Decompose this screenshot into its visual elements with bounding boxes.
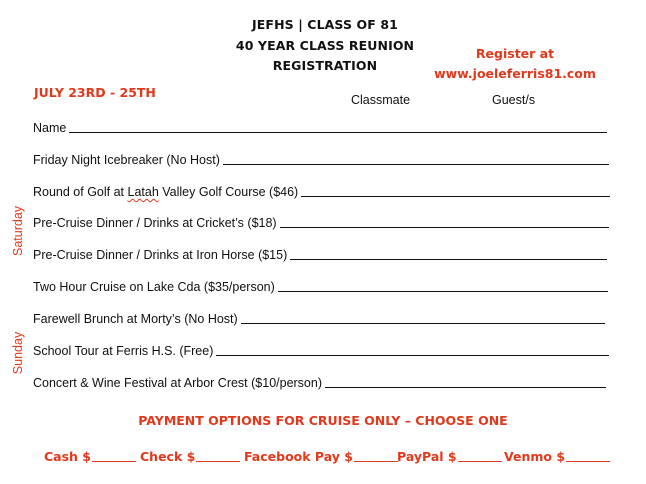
payment-option-venmo [504, 449, 610, 464]
row-label: Two Hour Cruise on Lake Cda ($35/person) [33, 280, 275, 294]
payment-option-cash [44, 449, 136, 464]
iron-horse-dinner-input-line[interactable] [290, 259, 607, 260]
farewell-brunch-input-line[interactable] [241, 323, 605, 324]
paypal-amount-line[interactable] [458, 461, 502, 462]
form-row-icebreaker [33, 149, 609, 167]
header-line-reunion: 40 YEAR CLASS REUNION [235, 38, 415, 53]
form-row-iron-horse-dinner [33, 244, 607, 262]
payment-option-check [140, 449, 240, 464]
payment-option-facebook-pay [244, 449, 398, 464]
header-line-class: JEFHS | CLASS OF 81 [252, 17, 398, 32]
golf-input-line[interactable] [301, 196, 610, 197]
payment-option-label: PayPal $ [397, 449, 457, 464]
register-label: Register at [475, 46, 555, 61]
row-label: Pre-Cruise Dinner / Drinks at Iron Horse ($15) [33, 248, 288, 262]
name-input-line[interactable] [69, 132, 607, 133]
cash-amount-line[interactable] [92, 461, 136, 462]
form-row-golf [33, 181, 610, 199]
payment-option-label: Check $ [140, 449, 196, 464]
payment-option-label: Facebook Pay $ [244, 449, 353, 464]
register-url-link[interactable]: www.joeleferris81.com [434, 66, 596, 81]
row-label-part: Round of Golf at [33, 185, 128, 199]
row-label: Pre-Cruise Dinner / Drinks at Cricket’s ($18) [33, 216, 277, 230]
venmo-amount-line[interactable] [566, 461, 610, 462]
column-header-classmate: Classmate [351, 93, 411, 107]
school-tour-input-line[interactable] [216, 355, 609, 356]
crickets-dinner-input-line[interactable] [280, 227, 609, 228]
form-row-cruise [33, 276, 608, 294]
side-label-saturday: Saturday [11, 205, 25, 257]
spellcheck-flagged-word: Latah [127, 185, 159, 199]
form-row-concert [33, 372, 606, 390]
form-row-school-tour [33, 340, 609, 358]
row-label-part: Valley Golf Course ($46) [158, 185, 299, 199]
payment-option-paypal [397, 449, 502, 464]
form-row-crickets-dinner [33, 212, 609, 230]
concert-input-line[interactable] [325, 387, 606, 388]
row-label: Friday Night Icebreaker (No Host) [33, 153, 220, 167]
header-line-registration: REGISTRATION [272, 58, 378, 73]
form-row-farewell-brunch [33, 308, 605, 326]
row-label: Farewell Brunch at Morty’s (No Host) [33, 312, 238, 326]
row-label [33, 185, 298, 199]
row-label: Name [33, 121, 67, 135]
form-row-name [33, 117, 607, 135]
payment-option-label: Venmo $ [504, 449, 566, 464]
payment-option-label: Cash $ [44, 449, 91, 464]
icebreaker-input-line[interactable] [223, 164, 609, 165]
column-header-guests: Guest/s [492, 93, 536, 107]
side-label-sunday: Sunday [11, 331, 25, 375]
facebook-pay-amount-line[interactable] [354, 461, 398, 462]
check-amount-line[interactable] [196, 461, 240, 462]
row-label: School Tour at Ferris H.S. (Free) [33, 344, 214, 358]
cruise-input-line[interactable] [278, 291, 608, 292]
row-label: Concert & Wine Festival at Arbor Crest ($10/person) [33, 376, 323, 390]
payment-options-title: PAYMENT OPTIONS FOR CRUISE ONLY – CHOOSE ONE [138, 413, 508, 428]
event-dates: JULY 23RD - 25TH [34, 85, 156, 100]
